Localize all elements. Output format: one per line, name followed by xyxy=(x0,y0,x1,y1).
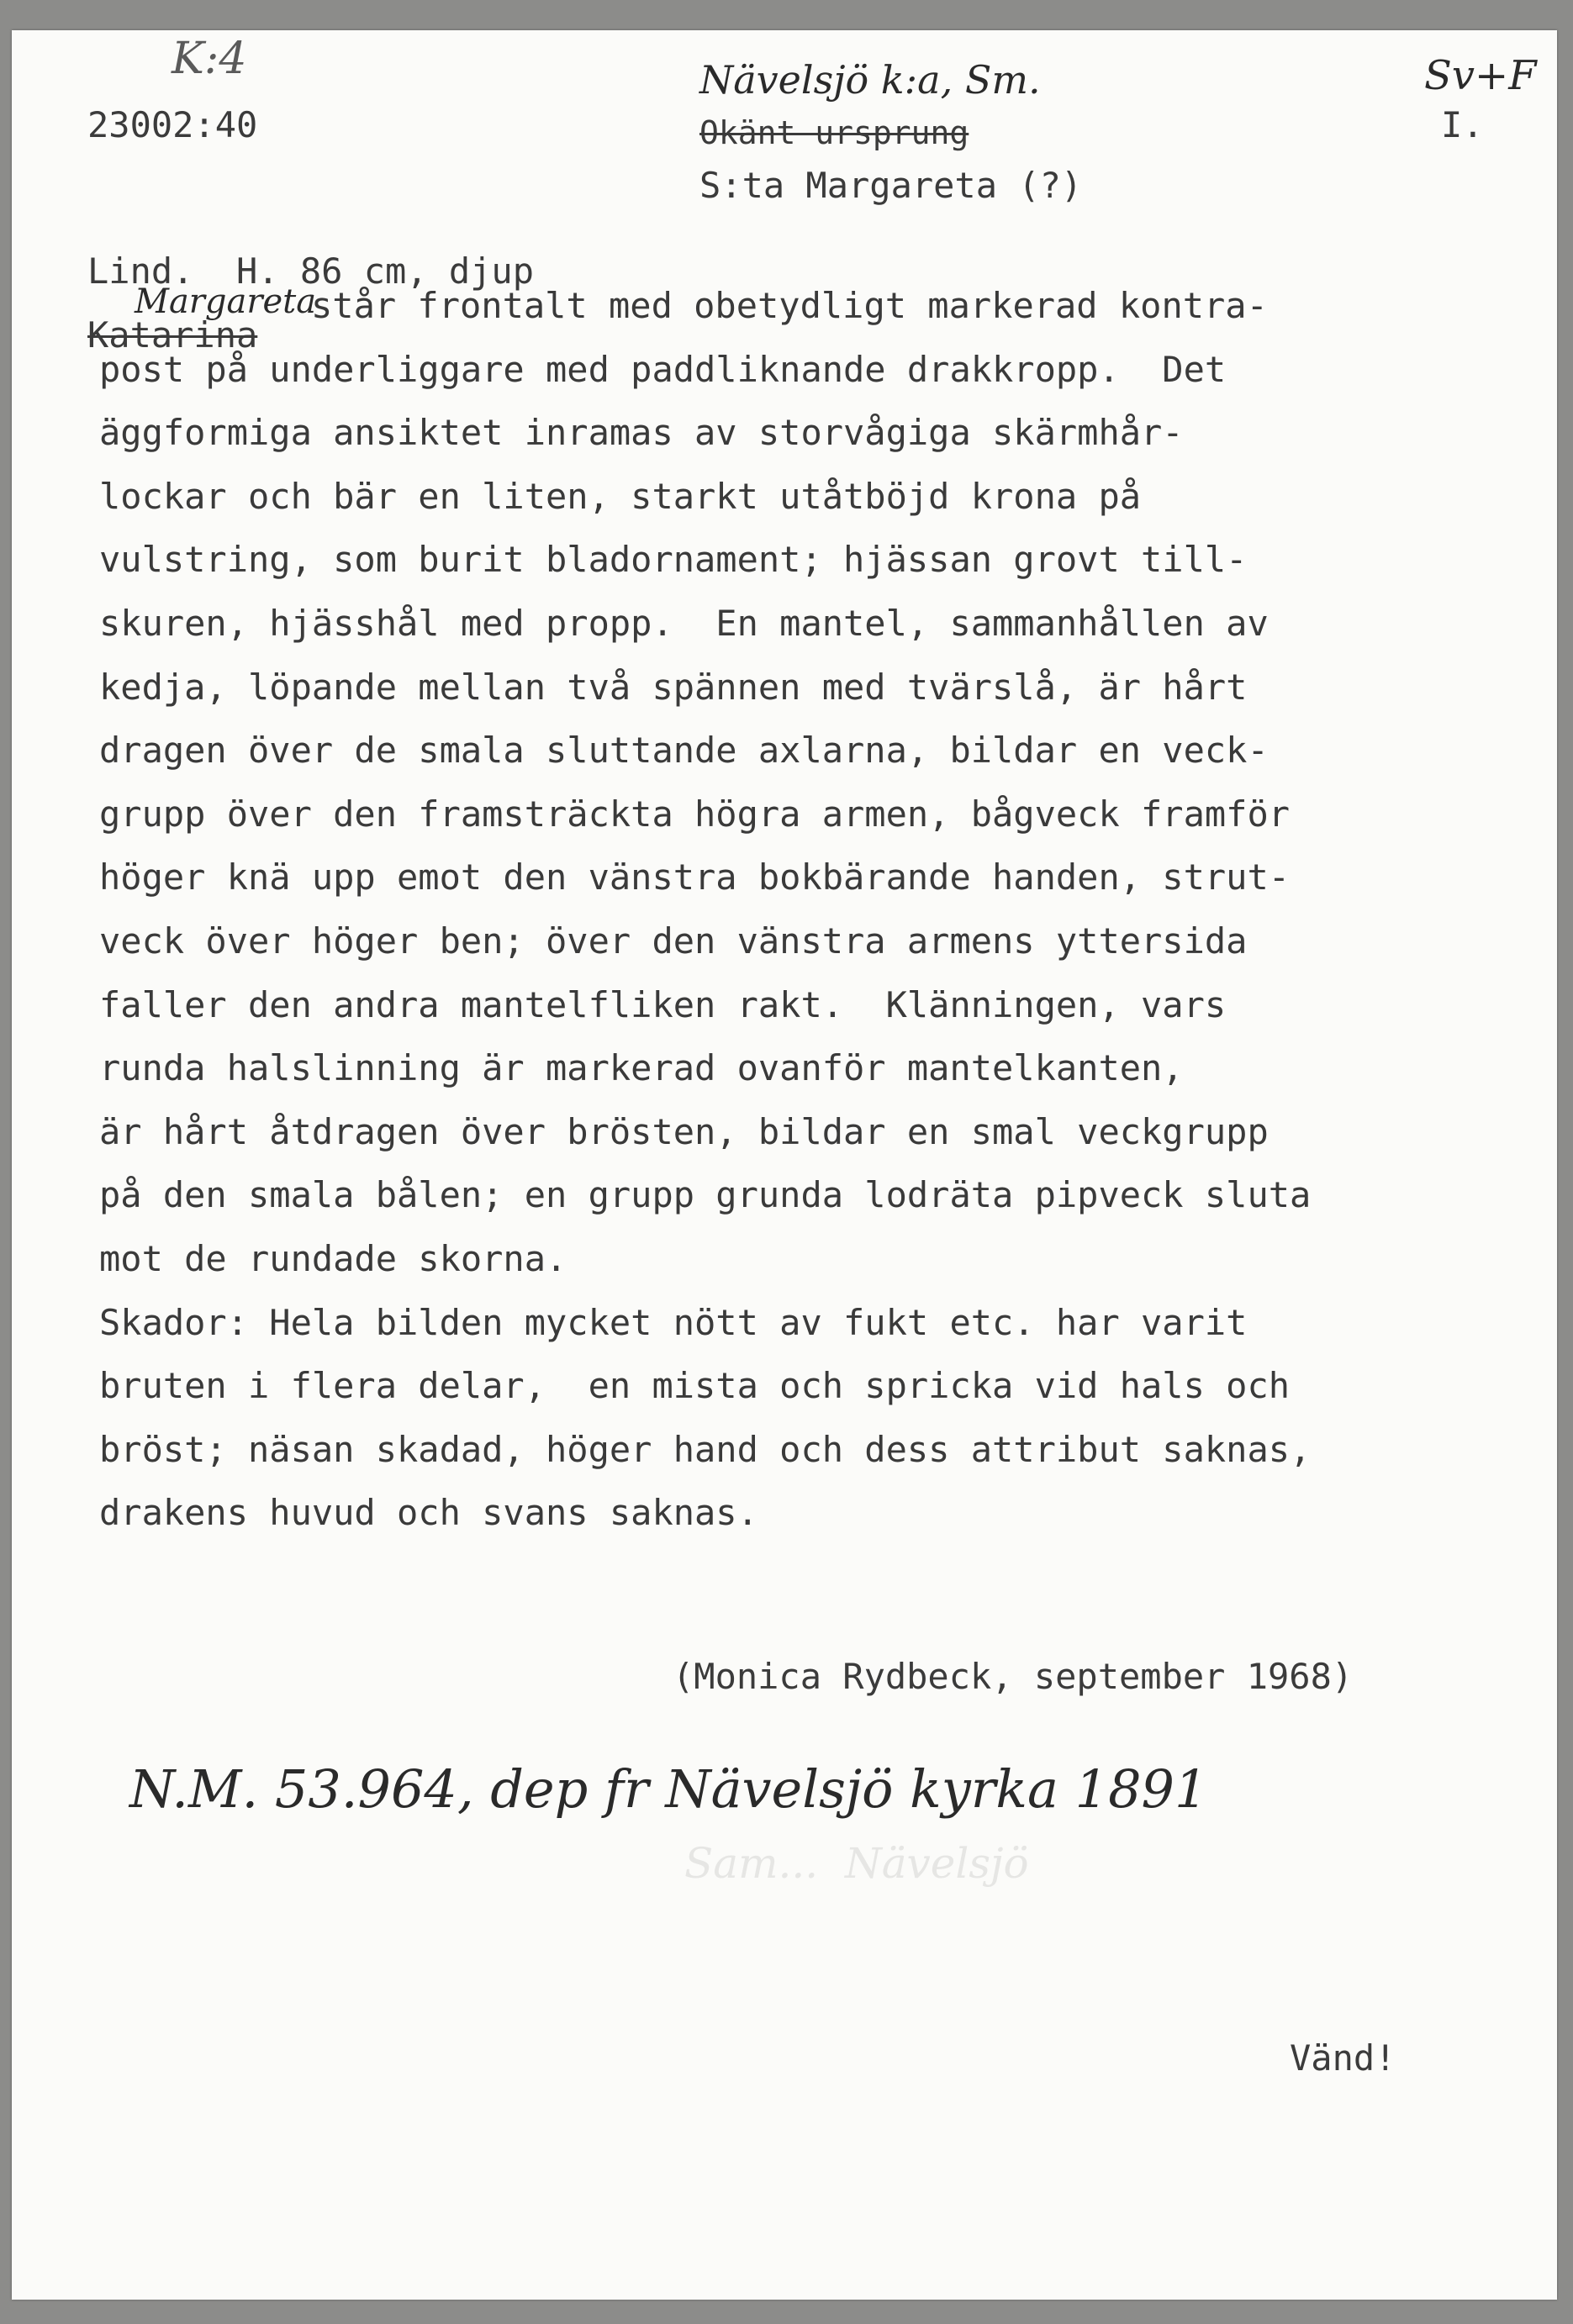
damage-line: bruten i flera delar, en mista och spricka vid hals och xyxy=(99,1365,1291,1407)
description-line: faller den andra mantelfliken rakt. Klänningen, vars xyxy=(99,983,1227,1025)
damage-line: drakens huvud och svans saknas. xyxy=(99,1492,758,1534)
catalog-number: 23002:40 xyxy=(87,104,258,145)
faint-note: Sam... Nävelsjö xyxy=(684,1839,1029,1888)
catalog-card xyxy=(12,30,1557,2300)
description-line: post på underliggare med paddliknande drakkropp. Det xyxy=(99,348,1227,390)
museum-note: N.M. 53.964, dep fr Nävelsjö kyrka 1891 xyxy=(129,1758,1208,1820)
description-line: står frontalt med obetydligt markerad kontra- xyxy=(311,285,1268,326)
description-line: veck över höger ben; över den vänstra armens yttersida xyxy=(99,920,1248,962)
name-struck: Katarina xyxy=(87,314,258,356)
corner-mark: Sv+F xyxy=(1424,52,1537,99)
measurement-line: Lind. H. 86 cm, djup xyxy=(87,250,535,292)
description-body xyxy=(99,274,1311,1545)
description-line: mot de rundade skorna. xyxy=(99,1237,567,1279)
subject-title: S:ta Margareta (?) xyxy=(699,165,1083,206)
corner-mark-typed: I. xyxy=(1441,104,1484,145)
author-signature: (Monica Rydbeck, september 1968) xyxy=(673,1656,1354,1697)
description-line: skuren, hjässhål med propp. En mantel, sammanhållen av xyxy=(99,602,1269,644)
location-note: Nävelsjö k:a, Sm. xyxy=(699,57,1041,103)
description-line: är hårt åtdragen över brösten, bildar en smal veckgrupp xyxy=(99,1110,1269,1152)
description-line: höger knä upp emot den vänstra bokbärande handen, strut- xyxy=(99,856,1291,899)
description-line: kedja, löpande mellan två spännen med tvärslå, är hårt xyxy=(99,666,1248,708)
turn-over-note: Vänd! xyxy=(1290,2037,1396,2079)
description-line: grupp över den framsträckta högra armen, bågveck framför xyxy=(99,793,1291,835)
description-line: äggformiga ansiktet inramas av storvågiga skärmhår- xyxy=(99,412,1184,454)
description-line: runda halslinning är markerad ovanför mantelkanten, xyxy=(99,1047,1184,1089)
description-line: dragen över de smala sluttande axlarna, bildar en veck- xyxy=(99,730,1269,772)
name-correction: Margareta xyxy=(135,282,317,321)
damage-line: Skador: Hela bilden mycket nött av fukt etc. har varit xyxy=(99,1301,1248,1343)
inventory-mark: K:4 xyxy=(172,34,247,84)
description-line: vulstring, som burit bladornament; hjässan grovt till- xyxy=(99,539,1248,581)
origin-struck: Okänt ursprung xyxy=(699,114,969,151)
description-line: på den smala bålen; en grupp grunda lodräta pipveck sluta xyxy=(99,1174,1312,1216)
damage-line: bröst; näsan skadad, höger hand och dess attribut saknas, xyxy=(99,1428,1312,1470)
description-line: lockar och bär en liten, starkt utåtböjd krona på xyxy=(99,475,1142,517)
